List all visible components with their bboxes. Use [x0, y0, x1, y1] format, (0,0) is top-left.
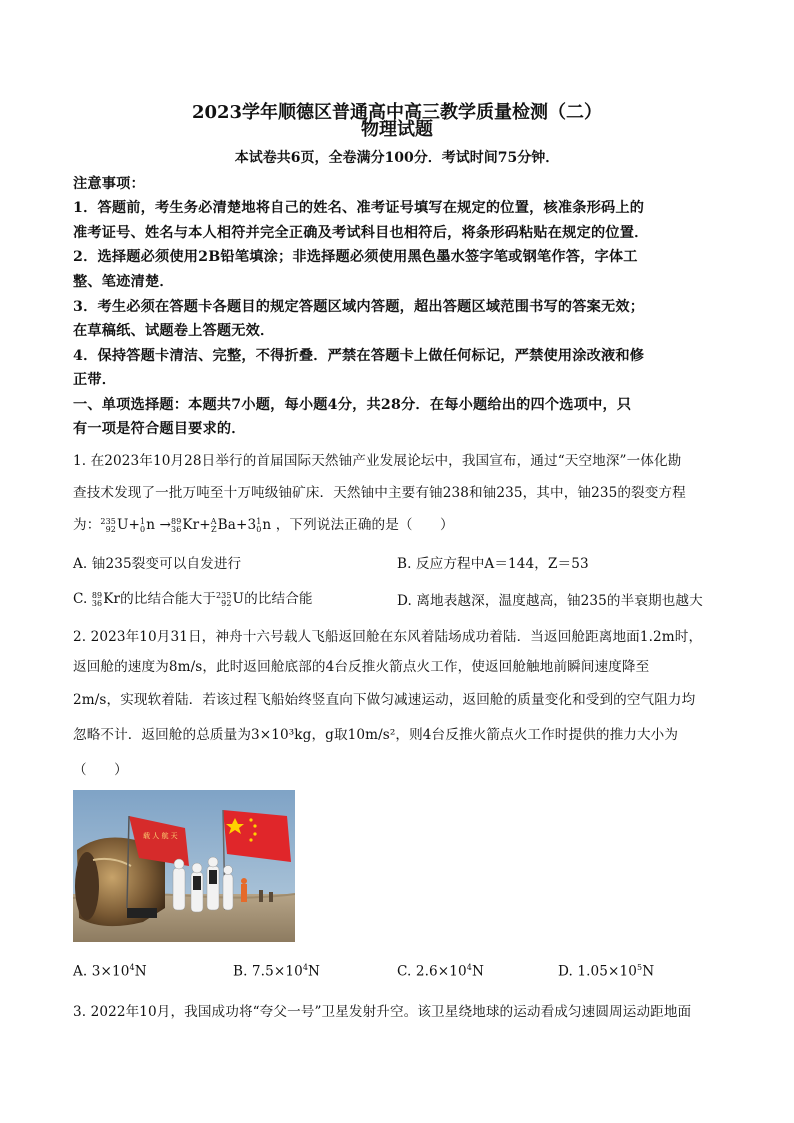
q1-stem-equation	[73, 513, 454, 534]
q2-option-d[interactable]: D. $1.05\times 10^5N$	[558, 963, 655, 980]
notes-line: 1．答题前，考生务必清楚地将自己的姓名、准考证号填写在规定的位置，核准条形码上的	[73, 200, 645, 216]
notes-line: 2．选择题必须使用2B铅笔填涂；非选择题必须使用黑色墨水签字笔或钢笔作答，字体工	[73, 249, 638, 265]
notes-line: 4．保持答题卡清洁、完整，不得折叠．严禁在答题卡上做任何标记，严禁使用涂改液和修	[73, 348, 645, 364]
kr-isotope-index: 89 36	[171, 516, 182, 534]
u-isotope-index: 235 92	[100, 516, 116, 534]
q2-option-b[interactable]: B. $7.5\times 10^4N$	[233, 963, 321, 980]
notes-line: 3．考生必须在答题卡各题目的规定答题区域内答题，超出答题区域范围书写的答案无效；	[73, 299, 645, 315]
q3-stem: 3. 2022年10月，我国成功将“夸父一号”卫星发射升空。该卫星绕地球的运动看成匀速圆周运动距地面	[73, 1004, 692, 1020]
n2-isotope-index: 1 0	[256, 516, 262, 534]
notes-line: 准考证号、姓名与本人相符并完全正确及考试科目也相符后，将条形码粘贴在规定的位置．	[73, 225, 649, 241]
q1-stem: 查技术发现了一批万吨至十万吨级铀矿床．天然铀中主要有铀238和铀235，其中，铀235的裂变方程	[73, 485, 686, 501]
q1-option-d[interactable]: D. 离地表越深，温度越高，铀235的半衰期也越大	[397, 593, 703, 609]
section-heading: 一、单项选择题：本题共7小题，每小题4分，共28分．在每小题给出的四个选项中，只	[73, 397, 632, 413]
notes-line: 在草稿纸、试题卷上答题无效．	[73, 323, 275, 339]
capsule-landing-photo	[73, 790, 295, 942]
q1-option-c[interactable]: C. 89 36 Kr的比结合能大于 235 92 U的比结合能	[73, 590, 313, 608]
u-symbol: U	[116, 517, 129, 533]
arrow-icon: →	[159, 517, 172, 533]
q1-eq-suffix: ，下列说法正确的是（ ）	[275, 517, 454, 533]
plus-sign: +3	[235, 517, 257, 533]
exam-intro: 本试卷共6页，全卷满分100分．考试时间75分钟．	[234, 150, 560, 166]
plus-sign: +	[128, 517, 141, 533]
section-heading: 有一项是符合题目要求的．	[73, 421, 246, 437]
q1-option-a[interactable]: A. 铀235裂变可以自发进行	[73, 556, 242, 572]
notes-heading: 注意事项：	[73, 176, 145, 192]
capsule-landing-illustration	[73, 790, 295, 942]
exam-title: 2023学年顺德区普通高中高三教学质量检测（二）	[191, 102, 603, 123]
ba-isotope-index: A Z	[210, 516, 217, 534]
q2-stem: （ ）	[73, 762, 128, 778]
notes-line: 整、笔迹清楚．	[73, 274, 174, 290]
plus-sign: +	[199, 517, 211, 533]
q2-stem: 返回舱的速度为8m/s，此时返回舱底部的4台反推火箭点火工作，使返回舱触地前瞬间速度降至	[73, 659, 650, 675]
notes-line: 正带．	[73, 372, 117, 388]
q2-stem: 2. 2023年10月31日，神舟十六号载人飞船返回舱在东风着陆场成功着陆．当返回舱距离地面1.2m时，	[73, 629, 703, 645]
n-symbol: n	[146, 517, 156, 533]
q2-option-c[interactable]: C. $2.6\times 10^4N$	[397, 963, 484, 980]
n-symbol: n	[262, 517, 272, 533]
q2-stem: 忽略不计．返回舱的总质量为3×10³kg，g取10m/s²，则4台反推火箭点火工作时提供的推力大小为	[73, 727, 679, 743]
banner-text: 载 人 航 天	[143, 832, 178, 840]
exam-subject: 物理试题	[361, 119, 433, 140]
q1-option-b[interactable]: B. 反应方程中A＝144，Z＝53	[397, 556, 589, 572]
kr-symbol: Kr	[182, 517, 200, 533]
q2-stem: 2m/s，实现软着陆．若该过程飞船始终竖直向下做匀减速运动，返回舱的质量变化和受到的空气阻力均	[73, 692, 696, 708]
ba-symbol: Ba	[217, 517, 236, 533]
q1-stem: 1. 在2023年10月28日举行的首届国际天然铀产业发展论坛中，我国宣布，通过“天空地深”一体化勘	[73, 453, 682, 469]
n-isotope-index: 1 0	[140, 516, 146, 534]
q2-option-a[interactable]: A. $3\times 10^4N$	[73, 963, 147, 980]
q1-eq-prefix: 为：	[73, 517, 101, 533]
